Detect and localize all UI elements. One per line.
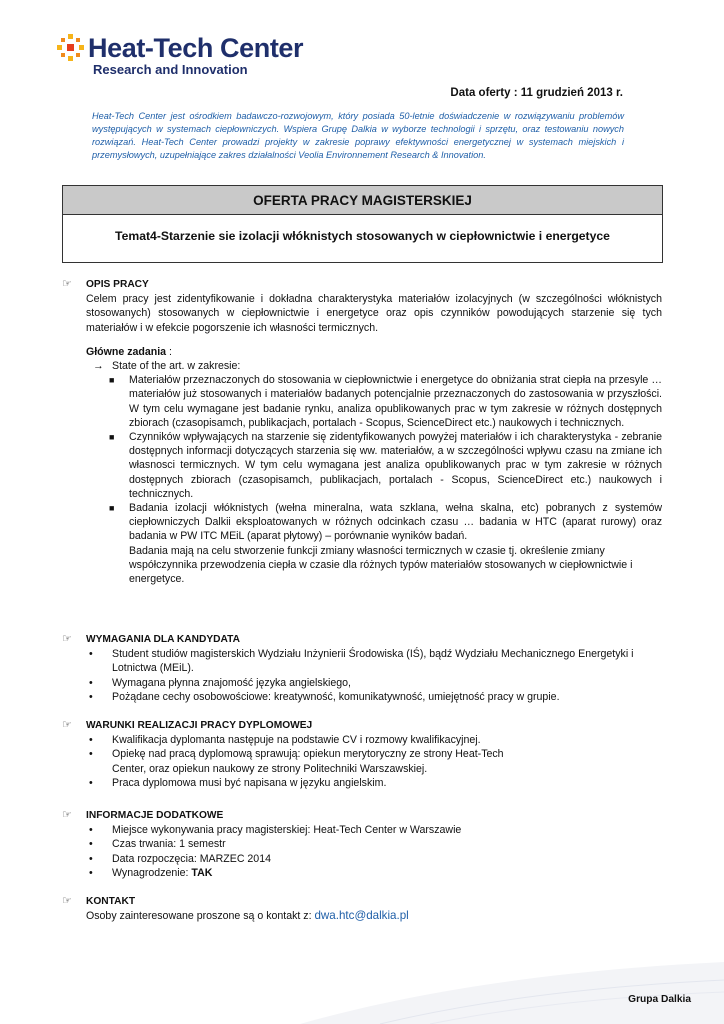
list-item-salary (62, 866, 662, 880)
contact-line (62, 909, 662, 923)
bullet-icon: • (89, 748, 93, 761)
bullet-icon: • (89, 776, 93, 789)
list-item-text: Czas trwania: 1 semestr (112, 838, 226, 851)
section-heading: OPIS PRACY (86, 279, 149, 290)
tasks-label-line (62, 345, 662, 359)
offer-header-box (62, 185, 663, 263)
pointing-hand-icon: ☞ (62, 809, 72, 821)
contact-email-link[interactable]: dwa.htc@dalkia.pl (314, 909, 409, 923)
offer-date: Data oferty : 11 grudzień 2013 r. (450, 87, 623, 99)
list-item-text: Praca dyplomowa musi być napisana w języku angielskim. (112, 776, 387, 789)
bullet-icon: • (89, 852, 93, 865)
pointing-hand-icon: ☞ (62, 633, 72, 645)
list-item (62, 852, 662, 866)
tasks-colon: : (166, 345, 172, 358)
offer-title: OFERTA PRACY MAGISTERSKIEJ (63, 186, 662, 215)
list-item (62, 823, 662, 837)
offer-topic: Temat4-Starzenie sie izolacji włóknistych stosowanych w ciepłownictwie i energetyce (115, 229, 610, 243)
section-heading: KONTAKT (86, 896, 136, 907)
tasks-label: Główne zadania (86, 345, 167, 358)
list-item-extra (62, 544, 662, 587)
bullet-icon: • (89, 734, 93, 747)
footer-swoosh-decoration (0, 950, 724, 1024)
list-item (62, 676, 662, 690)
bullet-icon: • (89, 866, 93, 879)
heat-tech-logo-icon (57, 34, 85, 62)
salary-value: TAK (191, 866, 213, 879)
list-item-extra-text: Badania mają na celu stworzenie funkcji zmiany własności termicznych w czasie tj. określenie zmiany współczynnika przewodzenia ciepła w czasie dla różnych typów materiałów stosowanych w ciepłownictwie i energetyce. (129, 544, 633, 586)
list-item-text: Pożądane cechy osobowościowe: kreatywność, komunikatywność, umiejętność pracy w grupie. (112, 690, 560, 703)
list-item (62, 733, 662, 747)
bullet-icon: • (89, 690, 93, 703)
contact-text: Osoby zainteresowane proszone są o kontakt z: (86, 910, 315, 923)
list-item-text: Student studiów magisterskich Wydziału Inżynierii Środowiska (IŚ), bądź Wydziału Mechanicznego Energetyki i Lotnictwa (MEiL). (112, 648, 634, 675)
section-warunki (62, 719, 662, 790)
section-heading: WARUNKI REALIZACJI PRACY DYPLOMOWEJ (86, 720, 313, 731)
square-bullet-icon: ■ (109, 432, 115, 443)
intro-paragraph: Heat-Tech Center jest ośrodkiem badawczo-rozwojowym, który posiada 50-letnie doświadczenie w rozwiązywaniu problemów występujących w systemach ciepłowniczych. Wspiera Grupę Dalkia w wyborze technologii i sprzętu, oraz testowaniu nowych rozwiązań. Heat-Tech Center prowadzi projekty w zakresie poprawy efektywności energetycznej w systemach miejskich i przemysłowych, uzupełniające zakres działalności Veolia Environnement Research & Innovation. (92, 111, 624, 161)
bullet-icon: • (89, 824, 93, 837)
list-item (62, 430, 662, 501)
list-item (62, 647, 662, 675)
list-item-text: Czynników wpływających na starzenie się zidentyfikowanych powyżej materiałów i ich charakterystyka - zebranie dostępnych informacji dotyczących starzenia się ww. materiałów, a w szczególności wpływu czasu na zmiane ich własnosci termicznych. W tym celu wymagana jest analiza opublikowanych prac w tym zakresie w różnych dostępnych zbiorach (czasopisamch, publikacjach, portalach - Scopus, ScienceDirect etc.) naukowych i technicznych. (129, 431, 662, 500)
list-item (62, 776, 662, 790)
list-item (62, 837, 662, 851)
logo-subtitle: Research and Innovation (93, 62, 248, 77)
pointing-hand-icon: ☞ (62, 895, 72, 907)
section-opis-pracy (62, 278, 662, 586)
bullet-icon: • (89, 676, 93, 689)
section-heading: INFORMACJE DODATKOWE (86, 810, 224, 821)
list-item (62, 373, 662, 430)
arrow-item-text: State of the art. w zakresie: (112, 360, 241, 373)
square-bullet-icon: ■ (109, 375, 115, 386)
arrow-item (62, 359, 662, 373)
list-item (62, 747, 662, 775)
company-logo (57, 30, 347, 80)
pointing-hand-icon: ☞ (62, 278, 72, 290)
list-item (62, 501, 662, 544)
section-wymagania (62, 633, 662, 704)
logo-title: Heat-Tech Center (88, 33, 304, 63)
bullet-icon: • (89, 838, 93, 851)
list-item-text: Opiekę nad pracą dyplomową sprawują: opiekun merytoryczny ze strony Heat-Tech Center, oraz opiekun naukowy ze strony Politechniki Warszawskiej. (112, 748, 504, 775)
section-informacje (62, 809, 662, 880)
salary-label: Wynagrodzenie: (112, 866, 192, 879)
footer-brand: Grupa Dalkia (628, 994, 691, 1005)
arrow-right-icon: → (93, 360, 104, 373)
list-item-text: Kwalifikacja dyplomanta następuje na podstawie CV i rozmowy kwalifikacyjnej. (112, 734, 481, 747)
square-bullet-icon: ■ (109, 503, 115, 514)
section-text: Celem pracy jest zidentyfikowanie i dokładna charakterystyka materiałów izolacyjnych (w szczególności włóknistych stosowanych) stosowanych w ciepłownictwie i energetyce oraz opis czynników powodujących starzenie się tych materiałów i w efekcie pogorszenie ich własności termicznych. (86, 293, 662, 334)
bullet-icon: • (89, 648, 93, 661)
pointing-hand-icon: ☞ (62, 719, 72, 731)
list-item-text: Miejsce wykonywania pracy magisterskiej: Heat-Tech Center w Warszawie (112, 824, 462, 837)
list-item (62, 690, 662, 704)
section-kontakt (62, 895, 662, 923)
list-item-text: Wymagana płynna znajomość języka angielskiego, (112, 676, 351, 689)
list-item-text: Materiałów przeznaczonych do stosowania w ciepłownictwie i energetyce do obniżania strat ciepła na przesyle … materiałów już stosowanych i materiałów badanych potencjalnie przeznaczonych do zastosowania w przyszłości. W tym celu wymagane jest badanie rynku, analiza opublikowanych prac w tym zakresie w różnych dostępnych zbiorach (czasopisamch, publikacjach, portalach - Scopus, ScienceDirect etc.) naukowych i technicznych. (129, 374, 662, 429)
section-heading: WYMAGANIA DLA KANDYDATA (86, 634, 240, 645)
list-item-text: Data rozpoczęcia: MARZEC 2014 (112, 852, 271, 865)
list-item-text: Badania izolacji włóknistych (wełna mineralna, wata szklana, wełna skalna, etc) pobranych z systemów ciepłowniczych Dalkii eksploatowanych w różnych odcinkach czasu … badania w HTC (aparat rurowy) oraz badania w PW ITC MEiL (aparat płytowy) – porównanie wyników badań. (129, 502, 662, 543)
